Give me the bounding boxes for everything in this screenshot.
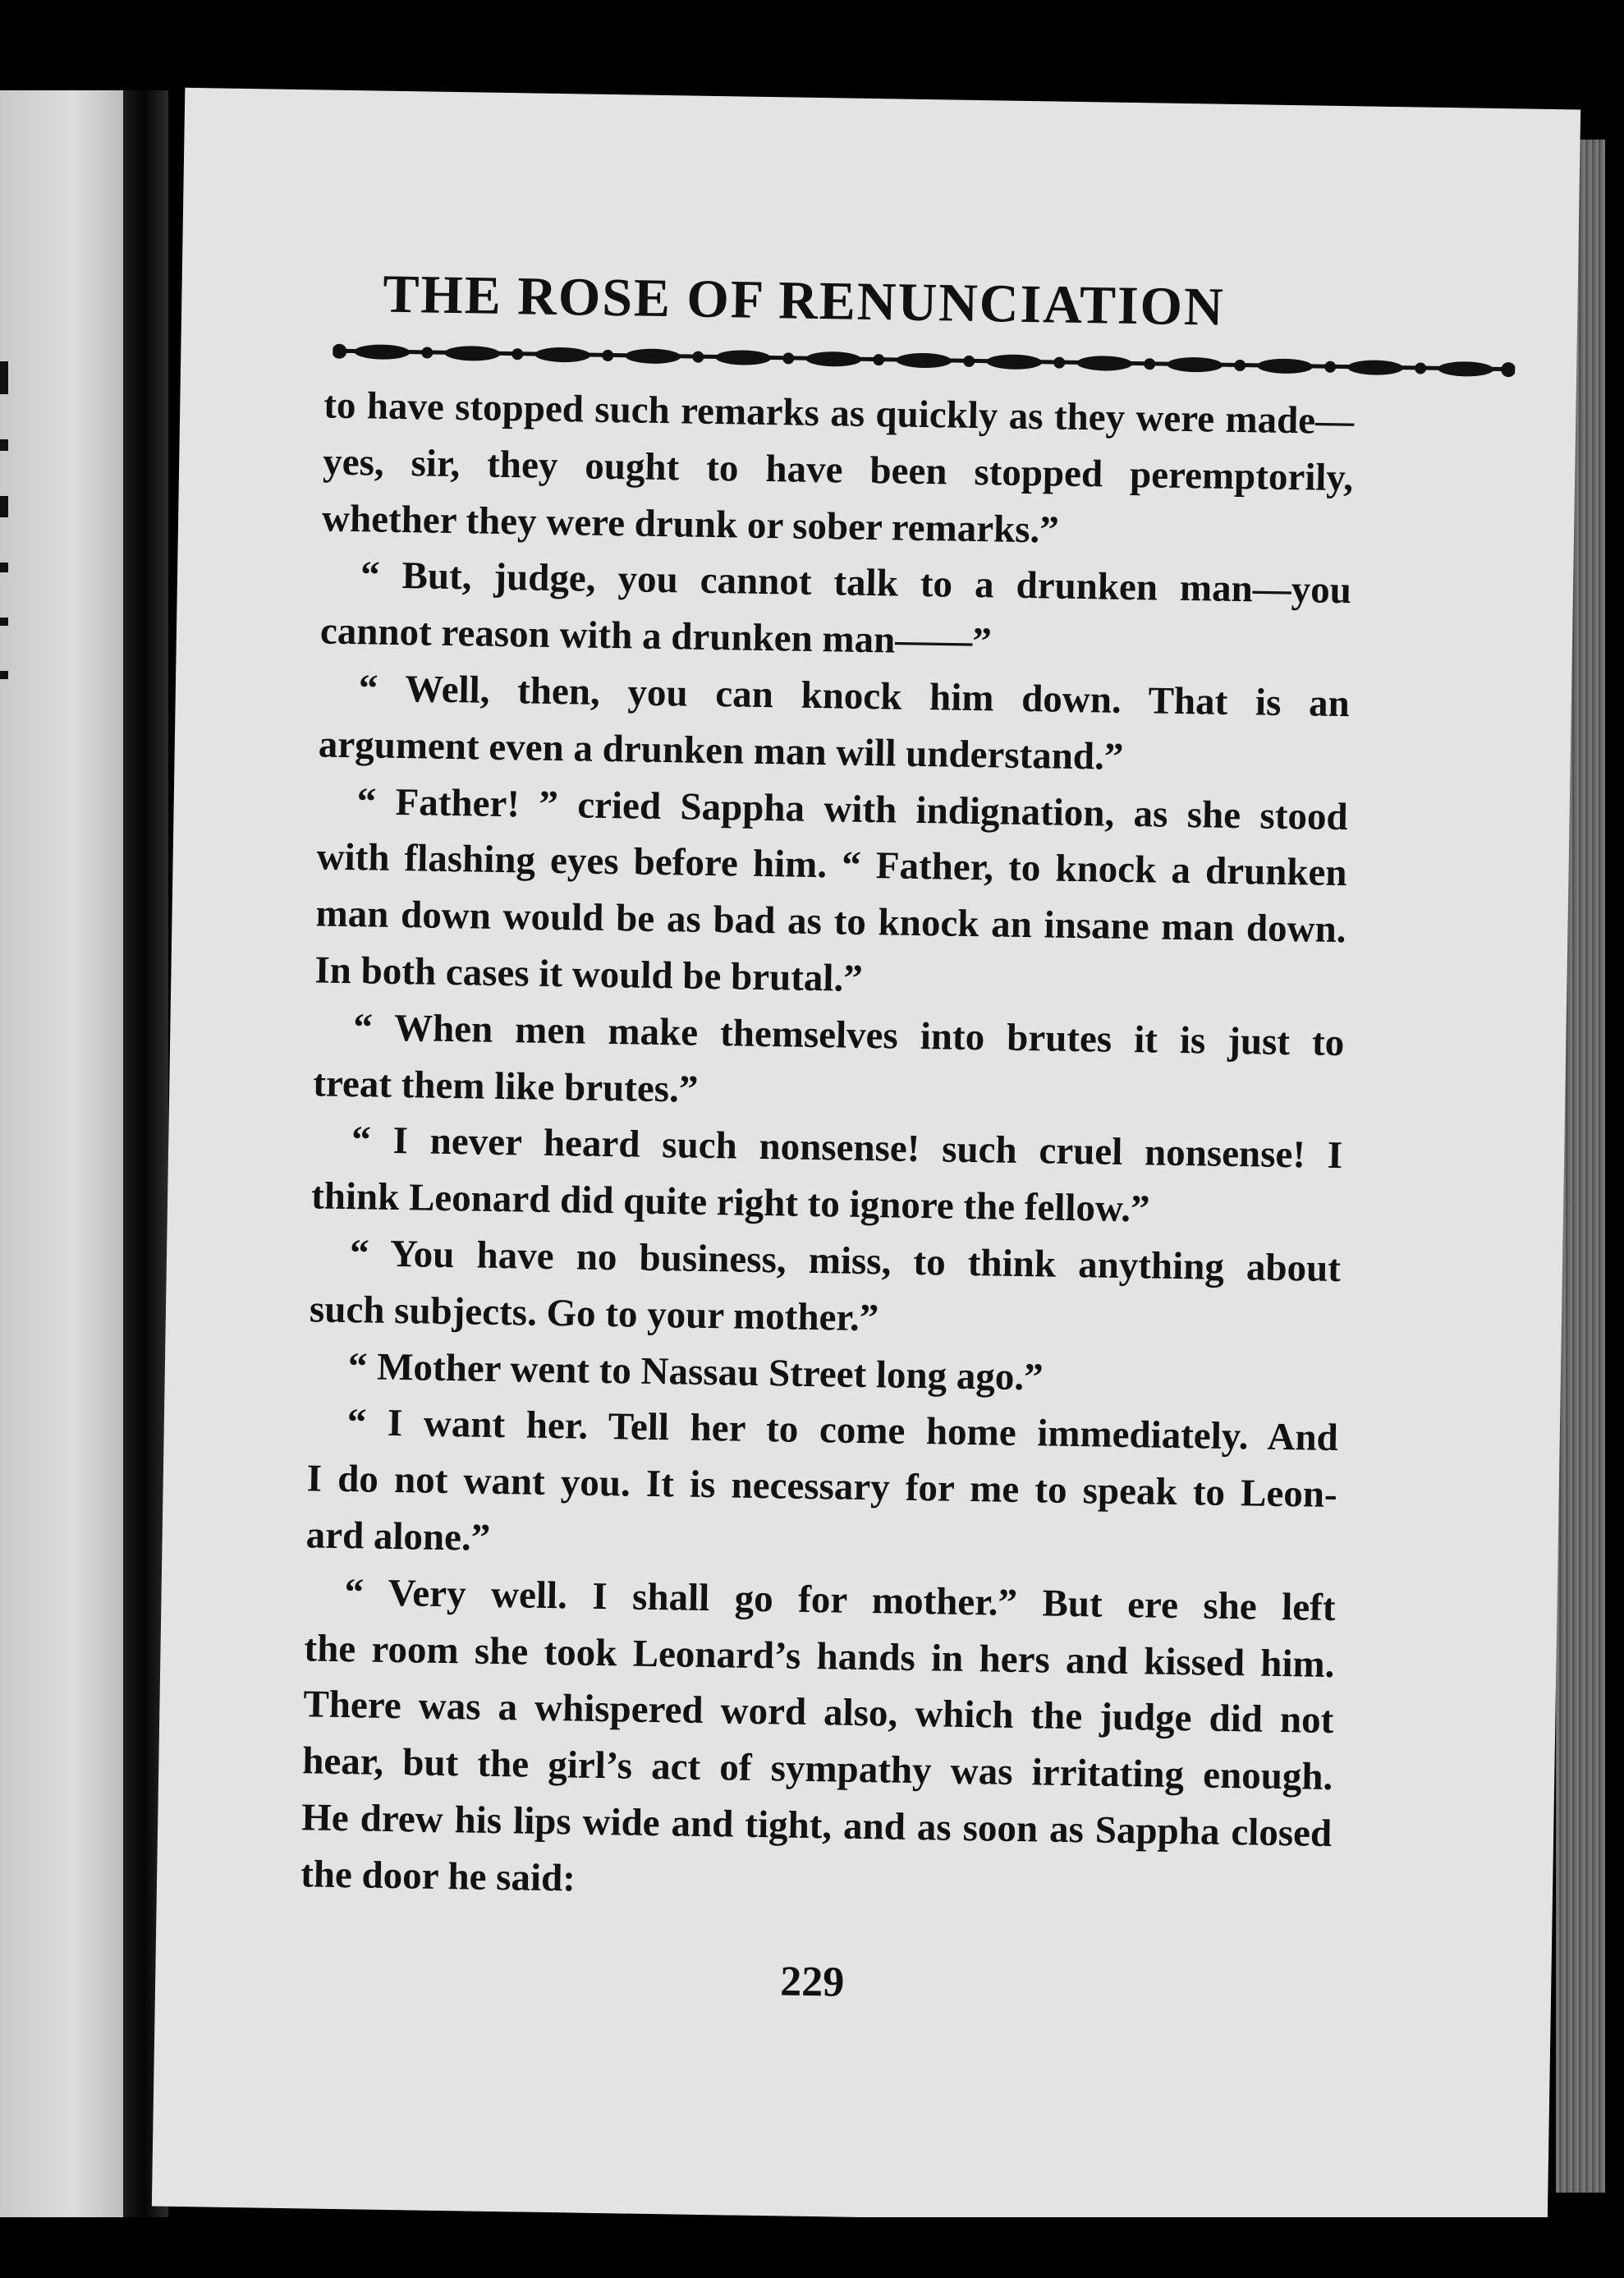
text-line: cannot reason with a drunken man——”	[319, 609, 993, 664]
text-line: yes, sir, they ought to have been stopped peremptorily,	[322, 440, 1354, 500]
bottom-shadow	[168, 2217, 1605, 2278]
text-line: “ You have no business, miss, to think anything about	[349, 1232, 1342, 1291]
text-line: the room she took Leonard’s hands in hers and kissed him.	[304, 1626, 1335, 1686]
text-line: “ I never heard such nonsense! such cruel nonsense! I	[351, 1118, 1343, 1178]
paragraph	[319, 547, 1351, 676]
text-line: think Leonard did quite right to ignore the fellow.”	[310, 1174, 1150, 1231]
text-line: I do not want you. It is necessary for me to speak to Leon-	[306, 1457, 1338, 1517]
text-line: to have stopped such remarks as quickly as they were made—	[323, 383, 1355, 443]
text-line: whether they were drunk or sober remarks.”	[321, 497, 1060, 552]
text-line: hear, but the girl’s act of sympathy was irritating enough.	[301, 1739, 1333, 1799]
book-page	[152, 88, 1580, 2228]
page-body-text	[300, 378, 1355, 1919]
paragraph	[311, 1112, 1343, 1241]
paragraph	[309, 1224, 1341, 1353]
text-line: “ But, judge, you cannot talk to a drunken man—you	[360, 553, 1352, 613]
text-line: ard alone.”	[305, 1513, 491, 1559]
text-line: argument even a drunken man will understand.”	[318, 723, 1124, 778]
text-line: In both cases it would be brutal.”	[314, 948, 864, 1000]
text-line: treat them like brutes.”	[312, 1061, 699, 1111]
ornamental-rule	[333, 341, 1515, 381]
text-line: the door he said:	[300, 1853, 576, 1900]
text-line: “ Mother went to Nassau Street long ago.”	[347, 1344, 1044, 1398]
text-line: man down would be as bad as to knock an insane man down.	[315, 892, 1346, 952]
text-line: “ Father! ” cried Sappha with indignation, as she stood	[356, 779, 1349, 838]
text-line: with flashing eyes before him. “ Father, to knock a drunken	[316, 835, 1347, 895]
text-line: “ When men make themselves into brutes it is just to	[353, 1005, 1345, 1064]
previous-page-edge	[0, 90, 123, 2217]
running-head: THE ROSE OF RENUNCIATION	[382, 264, 1226, 338]
paragraph	[322, 378, 1355, 563]
paragraph	[318, 659, 1350, 788]
text-line: There was a whispered word also, which the judge did not	[303, 1683, 1334, 1743]
paragraph	[313, 999, 1345, 1128]
paragraph	[314, 773, 1348, 1015]
page-number: 229	[779, 1958, 845, 2006]
text-line: “ Well, then, you can knock him down. That is an	[358, 667, 1351, 726]
paragraph	[300, 1564, 1336, 1918]
paragraph	[305, 1394, 1338, 1580]
text-line: such subjects. Go to your mother.”	[309, 1288, 879, 1340]
text-line: “ I want her. Tell her to come home immediately. And	[346, 1401, 1339, 1460]
previous-page-text-fragments	[0, 361, 25, 724]
text-line: He drew his lips wide and tight, and as soon as Sappha closed	[300, 1796, 1333, 1855]
text-line: “ Very well. I shall go for mother.” But ere she left	[344, 1570, 1336, 1629]
